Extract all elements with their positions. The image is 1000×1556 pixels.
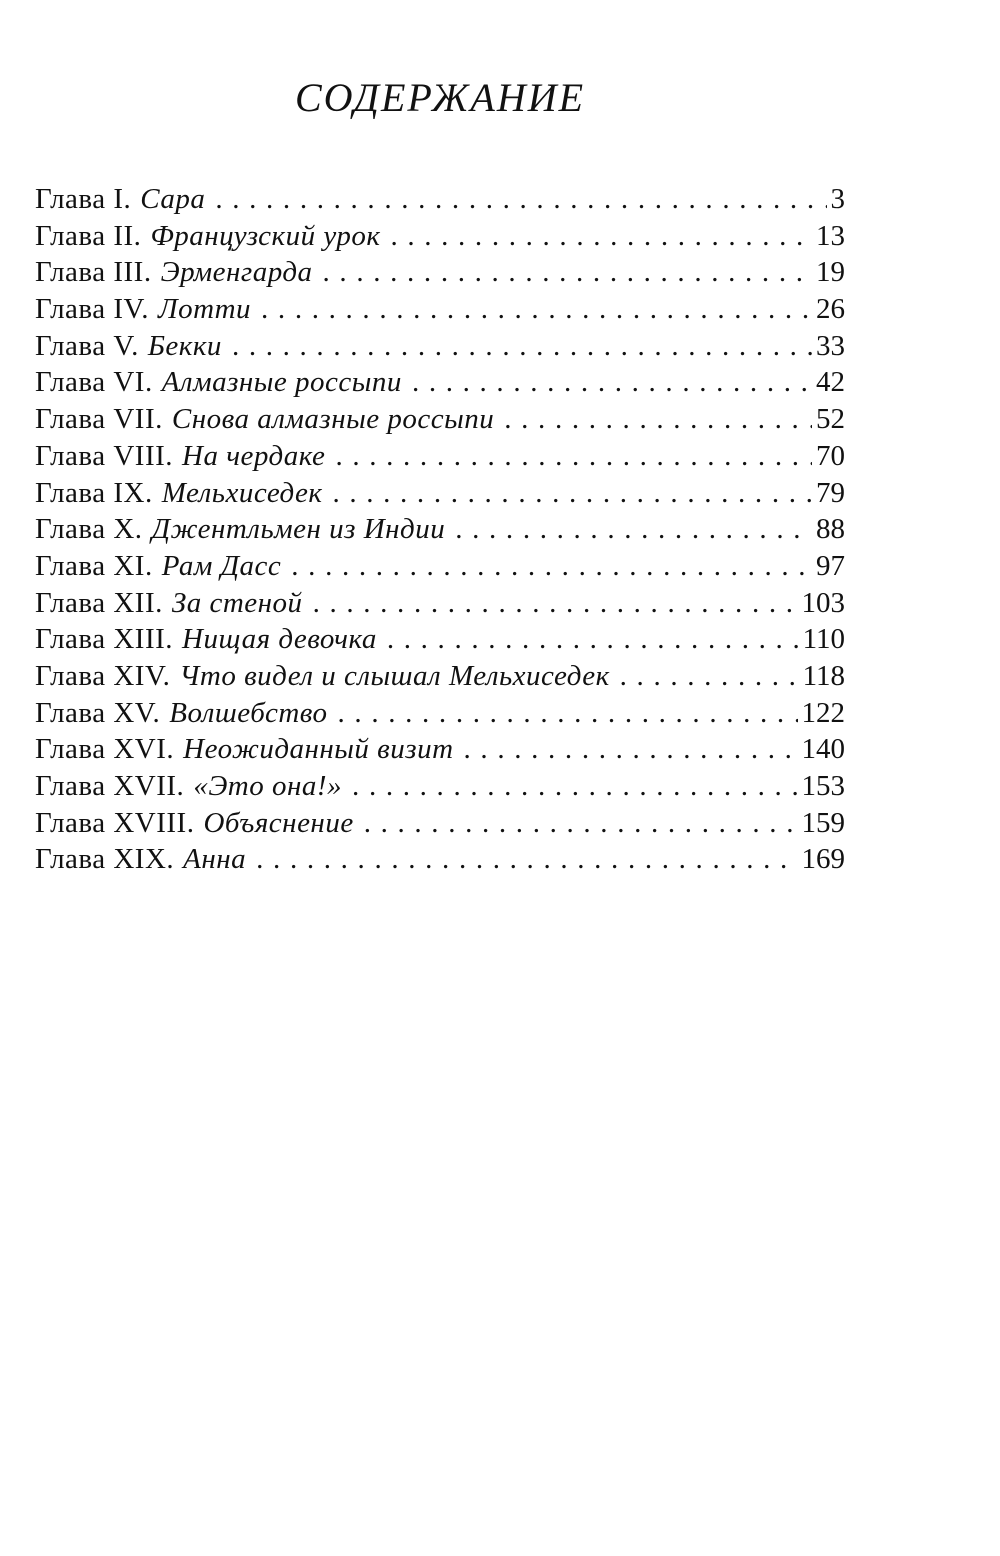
- chapter-label: Глава IX.: [35, 476, 153, 509]
- chapter-title: Что видел и слышал Мельхиседек: [179, 659, 610, 692]
- toc-entry[interactable]: [35, 548, 845, 585]
- page-number: 19: [816, 256, 845, 289]
- page-number: 122: [801, 696, 845, 729]
- dot-leader: [620, 658, 799, 695]
- page-number: 88: [816, 513, 845, 546]
- page-number: 42: [816, 366, 845, 399]
- chapter-title: Нищая девочка: [182, 623, 377, 656]
- chapter-title: Джентльмен из Индии: [151, 513, 446, 546]
- page-number: 26: [816, 293, 845, 326]
- chapter-label: Глава XIII.: [35, 623, 174, 656]
- dot-leader: [323, 254, 812, 291]
- chapter-title: Анна: [183, 843, 247, 876]
- page-number: 79: [816, 476, 845, 509]
- chapter-label: Глава X.: [35, 513, 143, 546]
- chapter-label: Глава V.: [35, 329, 139, 362]
- page-number: 110: [802, 623, 845, 656]
- chapter-title: Снова алмазные россыпи: [171, 403, 495, 436]
- toc-entry[interactable]: [35, 511, 845, 548]
- page-number: 159: [801, 806, 845, 839]
- page-number: 118: [802, 659, 845, 692]
- chapter-title: Рам Дасс: [161, 549, 282, 582]
- chapter-title: Бекки: [147, 329, 222, 362]
- dot-leader: [364, 805, 798, 842]
- toc-entry[interactable]: [35, 841, 845, 878]
- toc-entry[interactable]: [35, 805, 845, 842]
- page-number: 52: [816, 403, 845, 436]
- chapter-label: Глава XV.: [35, 696, 161, 729]
- dot-leader: [412, 364, 812, 401]
- chapter-title: «Это она!»: [193, 770, 343, 802]
- page-number: 140: [801, 733, 845, 766]
- page-number: 13: [816, 219, 845, 252]
- chapter-label: Глава XVI.: [35, 733, 175, 766]
- toc-entry[interactable]: [35, 364, 845, 401]
- toc-entry[interactable]: [35, 291, 845, 328]
- page-number: 169: [801, 843, 845, 876]
- page-number: 103: [801, 586, 845, 619]
- toc-entry[interactable]: [35, 438, 845, 475]
- chapter-title: Волшебство: [169, 696, 328, 729]
- chapter-label: Глава VII.: [35, 403, 163, 436]
- chapter-label: Глава XII.: [35, 586, 163, 619]
- dot-leader: [335, 438, 812, 475]
- chapter-title: Мельхиседек: [161, 476, 323, 509]
- toc-entry[interactable]: [35, 658, 845, 695]
- dot-leader: [504, 401, 812, 438]
- dot-leader: [338, 695, 798, 732]
- page-number: 97: [816, 549, 845, 582]
- toc-entry[interactable]: [35, 621, 845, 658]
- chapter-title: Алмазные россыпи: [161, 366, 402, 399]
- chapter-title: Объяснение: [203, 806, 354, 839]
- table-of-contents: [35, 181, 845, 878]
- dot-leader: [390, 218, 812, 255]
- chapter-title: Сара: [140, 183, 206, 215]
- toc-entry[interactable]: [35, 401, 845, 438]
- toc-entry[interactable]: [35, 585, 845, 622]
- toc-entry[interactable]: [35, 254, 845, 291]
- dot-leader: [352, 768, 797, 805]
- dot-leader: [291, 548, 812, 585]
- toc-entry[interactable]: [35, 218, 845, 255]
- dot-leader: [215, 181, 826, 218]
- dot-leader: [387, 621, 799, 658]
- chapter-label: Глава III.: [35, 256, 152, 289]
- toc-entry[interactable]: [35, 731, 845, 768]
- page-number: 153: [801, 770, 845, 802]
- chapter-label: Глава IV.: [35, 293, 149, 326]
- chapter-label: Глава XIV.: [35, 659, 171, 692]
- dot-leader: [455, 511, 812, 548]
- chapter-label: Глава I.: [35, 183, 132, 215]
- toc-entry[interactable]: [35, 328, 845, 365]
- chapter-label: Глава XIX.: [35, 843, 175, 876]
- page-number: 33: [816, 329, 845, 362]
- toc-entry[interactable]: [35, 475, 845, 512]
- chapter-title: Французский урок: [150, 219, 381, 252]
- page-number: 70: [816, 439, 845, 472]
- chapter-label: Глава II.: [35, 219, 142, 252]
- dot-leader: [464, 731, 798, 768]
- chapter-title: На чердаке: [182, 439, 326, 472]
- dot-leader: [313, 585, 798, 622]
- chapter-label: Глава XVIII.: [35, 806, 195, 839]
- toc-entry[interactable]: [35, 695, 845, 732]
- chapter-title: За стеной: [171, 586, 303, 619]
- chapter-title: Лотти: [157, 293, 252, 326]
- dot-leader: [332, 475, 812, 512]
- toc-heading: СОДЕРЖАНИЕ: [294, 75, 586, 120]
- chapter-label: Глава VI.: [35, 366, 153, 399]
- toc-entry[interactable]: [35, 768, 845, 805]
- toc-entry[interactable]: [35, 181, 845, 218]
- chapter-label: Глава XVII.: [35, 770, 185, 802]
- chapter-label: Глава XI.: [35, 549, 153, 582]
- chapter-title: Эрменгарда: [160, 256, 313, 289]
- dot-leader: [256, 841, 797, 878]
- chapter-label: Глава VIII.: [35, 439, 174, 472]
- dot-leader: [232, 328, 812, 365]
- chapter-title: Неожиданный визит: [183, 733, 454, 766]
- dot-leader: [261, 291, 812, 328]
- page-number: 3: [830, 183, 845, 215]
